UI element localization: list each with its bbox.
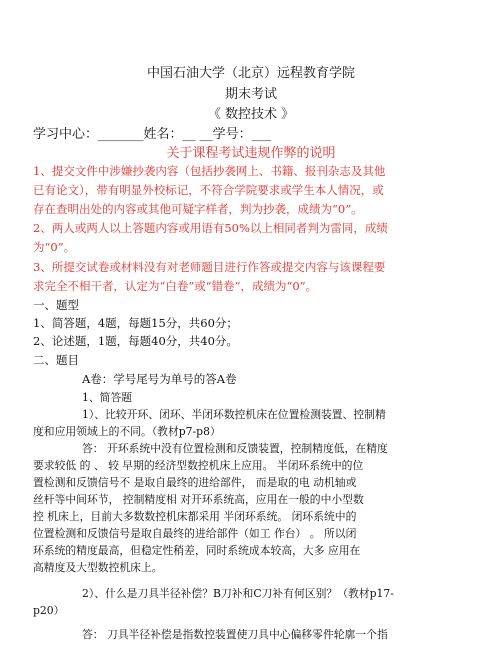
question-2-line: p20） — [33, 604, 65, 617]
university-title: 中国石油大学（北京）远程教育学院 — [146, 66, 355, 81]
type-line: 2、论述题，1题，每题40分，共40分。 — [33, 334, 238, 348]
rule-line: 3、所提交试卷或材料没有对老师题目进行作答或提交内容与该课程要 — [33, 260, 386, 274]
answer-1-line: 控 机床上，目前大多数数控机床都采用 半闭环系统。 闭环系统中的 — [33, 510, 357, 523]
rule-line: 求完全不相干者，认定为“白卷”或“错卷”，成绩为“0”。 — [33, 279, 318, 293]
rules-title: 关于课程考试违规作弊的说明 — [166, 146, 336, 161]
answer-2-line: 答： 刀具半径补偿是指数控装置使刀具中心偏移零件轮廓一个指 — [82, 628, 388, 641]
paper-rule: A卷：学号尾号为单号的答A卷 — [82, 372, 237, 386]
rule-line: 1、提交文件中涉嫌抄袭内容（包括抄袭网上、书籍、报刊杂志及其他 — [33, 164, 386, 178]
course-title: 《 数控技术 》 — [207, 107, 295, 122]
answer-1-line: 答： 开环系统中没有位置检测和反馈装置，控制精度低，在精度 — [82, 442, 388, 455]
exam-title: 期末考试 — [224, 87, 277, 102]
rule-line: 已有论文），带有明显外校标记，不符合学院要求或学生本人情况，或 — [33, 183, 384, 197]
student-info-line: 学习中心：_______姓名：__ __学号：___ — [33, 127, 272, 142]
answer-1-line: 置检测和反馈信号不 是取自最终的进给部件， 而是取的电 动机轴或 — [33, 476, 357, 489]
sub-heading-short-answer: 1、简答题 — [82, 391, 133, 404]
answer-1-line: 丝杆等中间环节， 控制精度相 对开环系统高，应用在一般的中小型数 — [33, 493, 364, 506]
question-1-line: 1）、比较开环、闭环、半闭环数控机床在位置检测装置、控制精 — [82, 408, 386, 421]
rule-line: 存在查明出处的内容或其他可疑字样者，判为抄袭，成绩为“0”。 — [33, 202, 363, 216]
question-2-line: 2）、什么是刀具半径补偿？B刀补和C刀补有何区别？（教材p17- — [82, 587, 394, 600]
answer-1-line: 环系统的精度最高，但稳定性稍差，同时系统成本较高，大多 应用在 — [33, 544, 361, 557]
answer-1-line: 高精度及大型数控机床上。 — [33, 561, 163, 574]
type-line: 1、简答题，4题，每题15分，共60分； — [33, 316, 238, 330]
answer-1-line: 要求较低 的 、 较 早期的经济型数控机床上应用。 半闭环系统中的位 — [33, 459, 364, 472]
section-heading-types: 一、题型 — [33, 298, 79, 312]
rule-line: 2、两人或两人以上答题内容或用语有50%以上相同者判为雷同，成绩 — [33, 221, 388, 235]
answer-1-line: 位置检测和反馈信号是取自最终的进给部件（如工 作台） 。 所以闭 — [33, 527, 357, 540]
question-1-line: 度和应用领域上的不同。（教材p7-p8） — [33, 425, 221, 438]
section-heading-questions: 二、题目 — [33, 353, 79, 367]
rule-line: 为“0”。 — [33, 240, 76, 254]
